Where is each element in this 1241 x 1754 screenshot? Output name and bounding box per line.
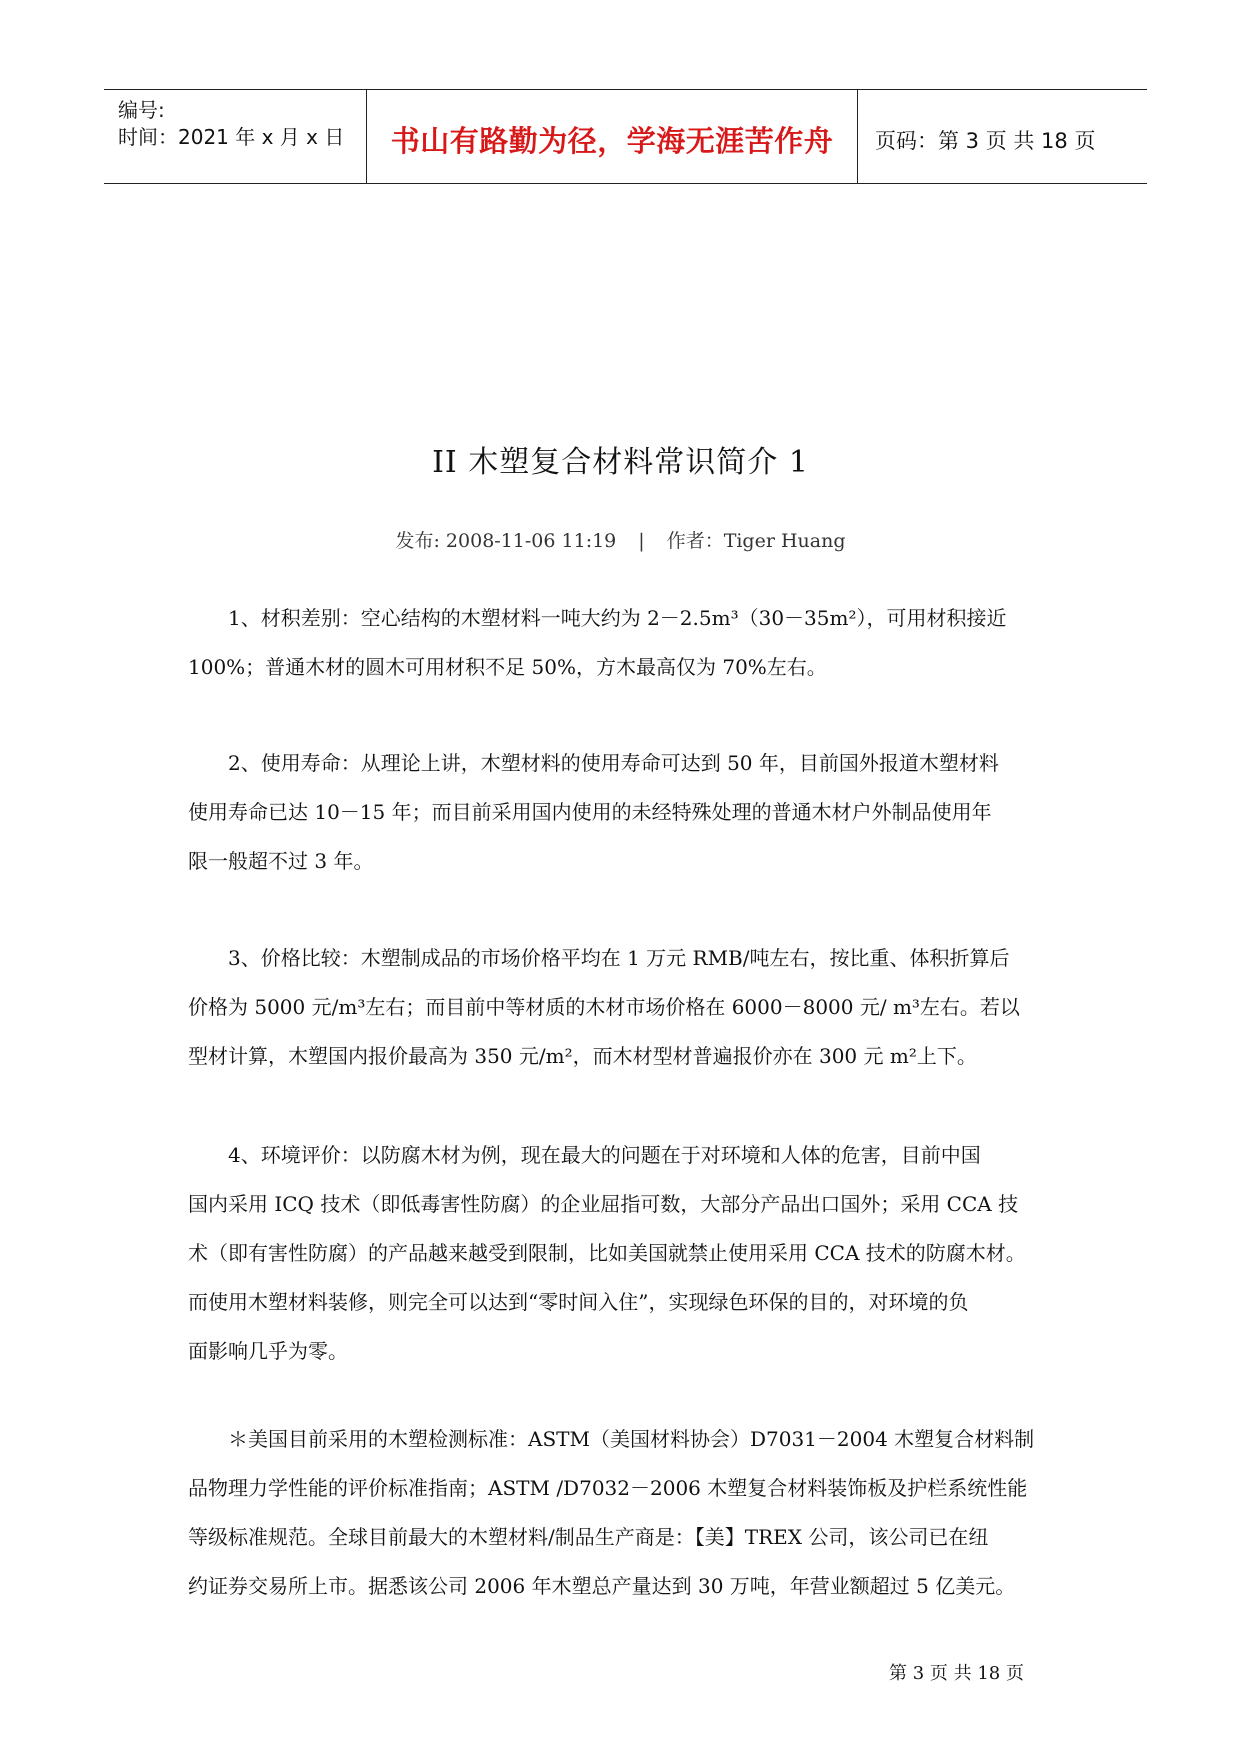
paragraph-line: 价格为 5000 元/m³左右；而目前中等材质的木材市场价格在 6000－8000 元/ m³左右。若以 — [188, 995, 1020, 1019]
paragraph-line: 3、价格比较：木塑制成品的市场价格平均在 1 万元 RMB/吨左右，按比重、体积折算后 — [188, 946, 1010, 970]
publish-date: 发布: 2008-11-06 11:19 — [395, 530, 617, 552]
paragraph-line: 4、环境评价：以防腐木材为例，现在最大的问题在于对环境和人体的危害，目前中国 — [188, 1143, 981, 1167]
header-info-cell — [104, 90, 366, 183]
paragraph-line: 术（即有害性防腐）的产品越来越受到限制，比如美国就禁止使用采用 CCA 技术的防腐木材。 — [188, 1241, 1026, 1265]
footer-page-number: 第 3 页 共 18 页 — [889, 1663, 1024, 1684]
paragraph-line: 而使用木塑材料装修，则完全可以达到“零时间入住”，实现绿色环保的目的，对环境的负 — [188, 1290, 969, 1314]
document-header — [104, 89, 1147, 184]
paragraph-environment — [188, 1131, 1058, 1376]
paragraph-line: 型材计算，木塑国内报价最高为 350 元/m²，而木材型材普遍报价亦在 300 元 m²上下。 — [188, 1044, 977, 1068]
meta-separator: | — [638, 530, 645, 552]
paragraph-line: 品物理力学性能的评价标准指南；ASTM /D7032－2006 木塑复合材料装饰板及护栏系统性能 — [188, 1476, 1028, 1500]
serial-number-label: 编号: — [118, 98, 165, 122]
header-page-cell — [857, 90, 1147, 183]
paragraph-volume — [188, 594, 1058, 692]
header-page-number: 页码：第 3 页 共 18 页 — [875, 129, 1096, 153]
paragraph-lifespan — [188, 739, 1058, 886]
paragraph-line: 等级标准规范。全球目前最大的木塑材料/制品生产商是：【美】TREX 公司，该公司已在纽 — [188, 1525, 989, 1549]
paragraph-line: 面影响几乎为零。 — [188, 1339, 348, 1363]
paragraph-line: 国内采用 ICQ 技术（即低毒害性防腐）的企业屈指可数，大部分产品出口国外；采用 CCA 技 — [188, 1192, 1019, 1216]
paragraph-line: 2、使用寿命：从理论上讲，木塑材料的使用寿命可达到 50 年，目前国外报道木塑材料 — [188, 751, 999, 775]
author-name: 作者：Tiger Huang — [666, 530, 846, 552]
paragraph-line: 1、材积差别：空心结构的木塑材料一吨大约为 2－2.5m³（30－35m²），可用材积接近 — [188, 606, 1007, 630]
paragraph-line: 100%；普通木材的圆木可用材积不足 50%，方木最高仅为 70%左右。 — [188, 655, 827, 679]
paragraph-standards — [188, 1415, 1058, 1611]
paragraph-line: ＊美国目前采用的木塑检测标准：ASTM（美国材料协会）D7031－2004 木塑复合材料制 — [188, 1427, 1035, 1451]
date-label: 时间：2021 年 x 月 x 日 — [118, 125, 345, 149]
paragraph-line: 约证券交易所上市。据悉该公司 2006 年木塑总产量达到 30 万吨，年营业额超过 5 亿美元。 — [188, 1574, 1016, 1598]
article-title: II 木塑复合材料常识简介 1 — [432, 445, 809, 480]
paragraph-price — [188, 934, 1058, 1081]
motto-text: 书山有路勤为径，学海无涯苦作舟 — [390, 124, 834, 158]
paragraph-line: 限一般超不过 3 年。 — [188, 849, 374, 873]
paragraph-line: 使用寿命已达 10－15 年；而目前采用国内使用的未经特殊处理的普通木材户外制品使用年 — [188, 800, 992, 824]
header-motto-cell — [366, 90, 858, 183]
article-meta — [0, 526, 1241, 553]
